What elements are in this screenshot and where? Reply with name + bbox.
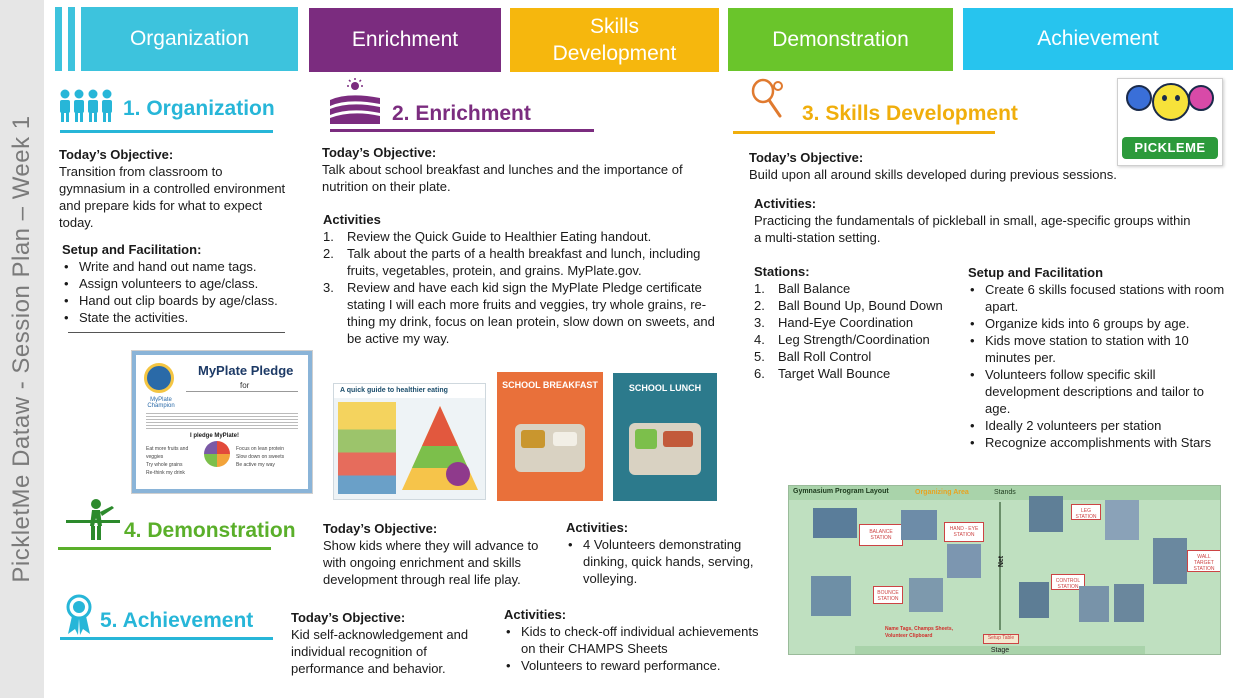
photo-tile bbox=[1105, 500, 1139, 540]
organizing-area-label: Organizing Area bbox=[915, 489, 969, 496]
food-item bbox=[553, 432, 577, 446]
activities-heading: Activities bbox=[323, 212, 381, 227]
organization-objective bbox=[59, 146, 289, 231]
objective-text: Talk about school breakfast and lunches and the importance of nutrition on their plate. bbox=[322, 162, 683, 194]
name-line bbox=[186, 391, 298, 392]
myplate-pledge-certificate bbox=[132, 351, 312, 493]
setup-heading: Setup and Facilitation: bbox=[62, 242, 202, 257]
demonstration-objective bbox=[323, 520, 558, 588]
objective-heading: Today’s Objective: bbox=[749, 150, 864, 165]
handout-title: A quick guide to healthier eating bbox=[334, 384, 485, 398]
activities-heading: Activities: bbox=[504, 607, 567, 622]
list-item: • Organize kids into 6 groups by age. bbox=[968, 315, 1228, 332]
list-item: • 4 Volunteers demonstrating dinking, quick hands, serving, volleying. bbox=[566, 536, 776, 587]
skills-activities bbox=[754, 195, 1194, 246]
myplate-logo-icon bbox=[204, 441, 230, 467]
poster-title: SCHOOL LUNCH bbox=[628, 383, 702, 393]
list-item: 5. Ball Roll Control bbox=[754, 349, 872, 364]
list-item: 1. Review the Quick Guide to Healthier Eating handout. bbox=[323, 229, 652, 244]
photo-tile bbox=[1019, 582, 1049, 618]
photo-tile bbox=[901, 510, 937, 540]
objective-text: Kid self-acknowledgement and individual recognition of performance and behavior. bbox=[291, 627, 469, 676]
demonstration-title-rule bbox=[58, 547, 271, 550]
station-label: HAND - EYE STATION bbox=[944, 522, 984, 542]
demonstration-activities bbox=[566, 519, 776, 587]
net-label: Net bbox=[998, 555, 1006, 568]
logo-wordmark: PICKLEME bbox=[1122, 137, 1218, 159]
list-item: • Ideally 2 volunteers per station bbox=[968, 417, 1228, 434]
objective-text: Show kids where they will advance to with ongoing enrichment and skills development through real life play. bbox=[323, 538, 539, 587]
photo-tile bbox=[1079, 586, 1109, 622]
skills-setup bbox=[968, 264, 1228, 451]
ribbon-icon bbox=[144, 363, 174, 393]
check-item: Re-think my drink bbox=[146, 470, 185, 476]
food-pyramid-icon bbox=[400, 404, 480, 492]
photo-tile bbox=[1029, 496, 1063, 532]
pledge-subhead: I pledge MyPlate! bbox=[190, 433, 240, 439]
demonstration-title: 4. Demonstration bbox=[124, 519, 296, 542]
photo-tile bbox=[811, 576, 851, 616]
pledge-for: for bbox=[240, 381, 250, 390]
organization-title: 1. Organization bbox=[123, 97, 275, 120]
mascot-right-icon bbox=[1188, 85, 1214, 111]
check-item: Try whole grains bbox=[146, 462, 183, 468]
award-ribbon-icon bbox=[64, 594, 94, 636]
gymnasium-layout-map bbox=[788, 485, 1221, 655]
paddle-ball-icon bbox=[750, 78, 786, 122]
enrichment-activities bbox=[323, 211, 723, 347]
pledge-title: MyPlate Pledge bbox=[198, 363, 294, 378]
eye-dot bbox=[1175, 95, 1180, 101]
photo-tile bbox=[1153, 538, 1187, 584]
check-item: Focus on lean protein bbox=[236, 446, 285, 452]
tab-stripe-1 bbox=[55, 7, 62, 71]
school-lunch-poster bbox=[613, 373, 717, 501]
eye-dot bbox=[1162, 95, 1167, 101]
mascot-left-icon bbox=[1126, 85, 1152, 111]
tab-enrichment[interactable]: Enrichment bbox=[309, 8, 501, 72]
list-item: • Recognize accomplishments with Stars bbox=[968, 434, 1228, 451]
list-item: 3. Hand-Eye Coordination bbox=[754, 315, 914, 330]
list-item: 4. Leg Strength/Coordination bbox=[754, 332, 930, 347]
activities-heading: Activities: bbox=[566, 520, 629, 535]
list-item: • Assign volunteers to age/class. bbox=[62, 275, 302, 292]
station-label: WALL TARGET STATION bbox=[1187, 550, 1221, 572]
check-item: Be active my way bbox=[236, 462, 275, 468]
tab-stripe-2 bbox=[68, 7, 75, 71]
skills-title-rule bbox=[733, 131, 995, 134]
list-item: • Kids move station to station with 10 minutes per. bbox=[968, 332, 1228, 366]
achievement-objective bbox=[291, 609, 501, 677]
achievement-title: 5. Achievement bbox=[100, 609, 254, 632]
school-breakfast-poster bbox=[497, 372, 603, 501]
list-item: 3. Review and have each kid sign the MyPlate Pledge certificate stating I will each more fruits and veggies, try whole grains, re-thing my drink, focus on lean protein, slow down on sweets, and be active my way. bbox=[323, 280, 715, 346]
stage-label: Stage bbox=[855, 646, 1145, 655]
activities-heading: Activities: bbox=[754, 196, 817, 211]
station-label: LEG STATION bbox=[1071, 504, 1101, 520]
player-net-icon bbox=[66, 498, 120, 542]
photo-tile bbox=[909, 578, 943, 612]
list-item: 1. Ball Balance bbox=[754, 281, 851, 296]
food-item bbox=[635, 429, 657, 449]
organization-title-rule bbox=[60, 130, 273, 133]
list-item: 2. Ball Bound Up, Bound Down bbox=[754, 298, 943, 313]
skills-objective bbox=[749, 149, 1129, 183]
objective-heading: Today’s Objective: bbox=[291, 610, 406, 625]
objective-text: Build upon all around skills developed during previous sessions. bbox=[749, 167, 1117, 182]
skills-title: 3. Skills Development bbox=[802, 102, 1018, 125]
setup-heading: Setup and Facilitation bbox=[968, 265, 1104, 280]
enrichment-title: 2. Enrichment bbox=[392, 102, 531, 125]
objective-heading: Today’s Objective: bbox=[322, 145, 437, 160]
pledge-checks-left bbox=[146, 445, 200, 477]
photo-tile bbox=[1114, 584, 1144, 622]
tab-organization[interactable]: Organization bbox=[81, 7, 298, 71]
people-group-icon bbox=[57, 88, 117, 124]
food-item bbox=[521, 430, 545, 448]
list-item: 6. Target Wall Bounce bbox=[754, 366, 891, 381]
pledge-checks-right bbox=[236, 445, 298, 469]
objective-text: Transition from classroom to gymnasium in a controlled environment and prepare kids for what to expect today. bbox=[59, 164, 286, 230]
objective-heading: Today’s Objective: bbox=[323, 521, 438, 536]
food-item bbox=[663, 431, 693, 447]
pledge-body-lines bbox=[146, 411, 298, 429]
side-title-bar bbox=[0, 0, 44, 698]
healthier-eating-handout bbox=[333, 383, 486, 500]
session-plan-title: PickletMe Dataw - Session Plan – Week 1 bbox=[8, 115, 35, 583]
pickleball-face-icon bbox=[1152, 83, 1190, 121]
organizing-note: Name Tags, Champs Sheets, Volunteer Clipboard bbox=[885, 626, 953, 639]
list-item: • Write and hand out name tags. bbox=[62, 258, 302, 275]
organization-setup bbox=[62, 241, 302, 326]
layout-title: Gymnasium Program Layout bbox=[793, 488, 889, 495]
list-item: 2. Talk about the parts of a health breakfast and lunch, including fruits, vegetables, protein, and grains. MyPlate.gov. bbox=[323, 246, 701, 278]
ribbon-text: MyPlate Champion bbox=[147, 397, 175, 409]
tab-achievement[interactable]: Achievement bbox=[963, 8, 1233, 70]
enrichment-objective bbox=[322, 144, 722, 195]
stands-label: Stands bbox=[994, 489, 1016, 496]
achievement-title-rule bbox=[60, 637, 273, 640]
tab-skills-development[interactable]: Skills Development bbox=[510, 8, 719, 72]
farm-field-sun-icon bbox=[328, 78, 382, 124]
enrichment-title-rule bbox=[330, 129, 594, 132]
station-label: BOUNCE STATION bbox=[873, 586, 903, 604]
skills-stations bbox=[754, 263, 959, 382]
photo-tile bbox=[947, 544, 981, 578]
station-label: BALANCE STATION bbox=[859, 524, 903, 546]
list-item: • Volunteers to reward performance. bbox=[504, 657, 774, 674]
list-item: • Kids to check-off individual achievements on their CHAMPS Sheets bbox=[504, 623, 774, 657]
objective-heading: Today’s Objective: bbox=[59, 147, 174, 162]
stations-heading: Stations: bbox=[754, 264, 810, 279]
check-item: Slow down on sweets bbox=[236, 454, 285, 460]
pickleme-logo bbox=[1117, 78, 1223, 166]
food-guide-panel bbox=[338, 402, 396, 494]
list-item: • State the activities. bbox=[62, 309, 302, 326]
poster-title: SCHOOL BREAKFAST bbox=[502, 380, 598, 390]
activities-text: Practicing the fundamentals of pickleball in small, age-specific groups within a multi-station setting. bbox=[754, 213, 1191, 245]
achievement-activities bbox=[504, 606, 774, 674]
list-item: • Hand out clip boards by age/class. bbox=[62, 292, 302, 309]
tab-demonstration[interactable]: Demonstration bbox=[728, 8, 953, 71]
station-label: CONTROL STATION bbox=[1051, 574, 1085, 590]
list-item: • Volunteers follow specific skill development descriptions and tailor to age. bbox=[968, 366, 1228, 417]
setup-table-label: Setup Table bbox=[983, 634, 1019, 644]
check-item: Eat more fruits and veggies bbox=[146, 446, 189, 460]
photo-tile bbox=[813, 508, 857, 538]
list-item: • Create 6 skills focused stations with room apart. bbox=[968, 281, 1228, 315]
setup-divider bbox=[68, 332, 285, 333]
